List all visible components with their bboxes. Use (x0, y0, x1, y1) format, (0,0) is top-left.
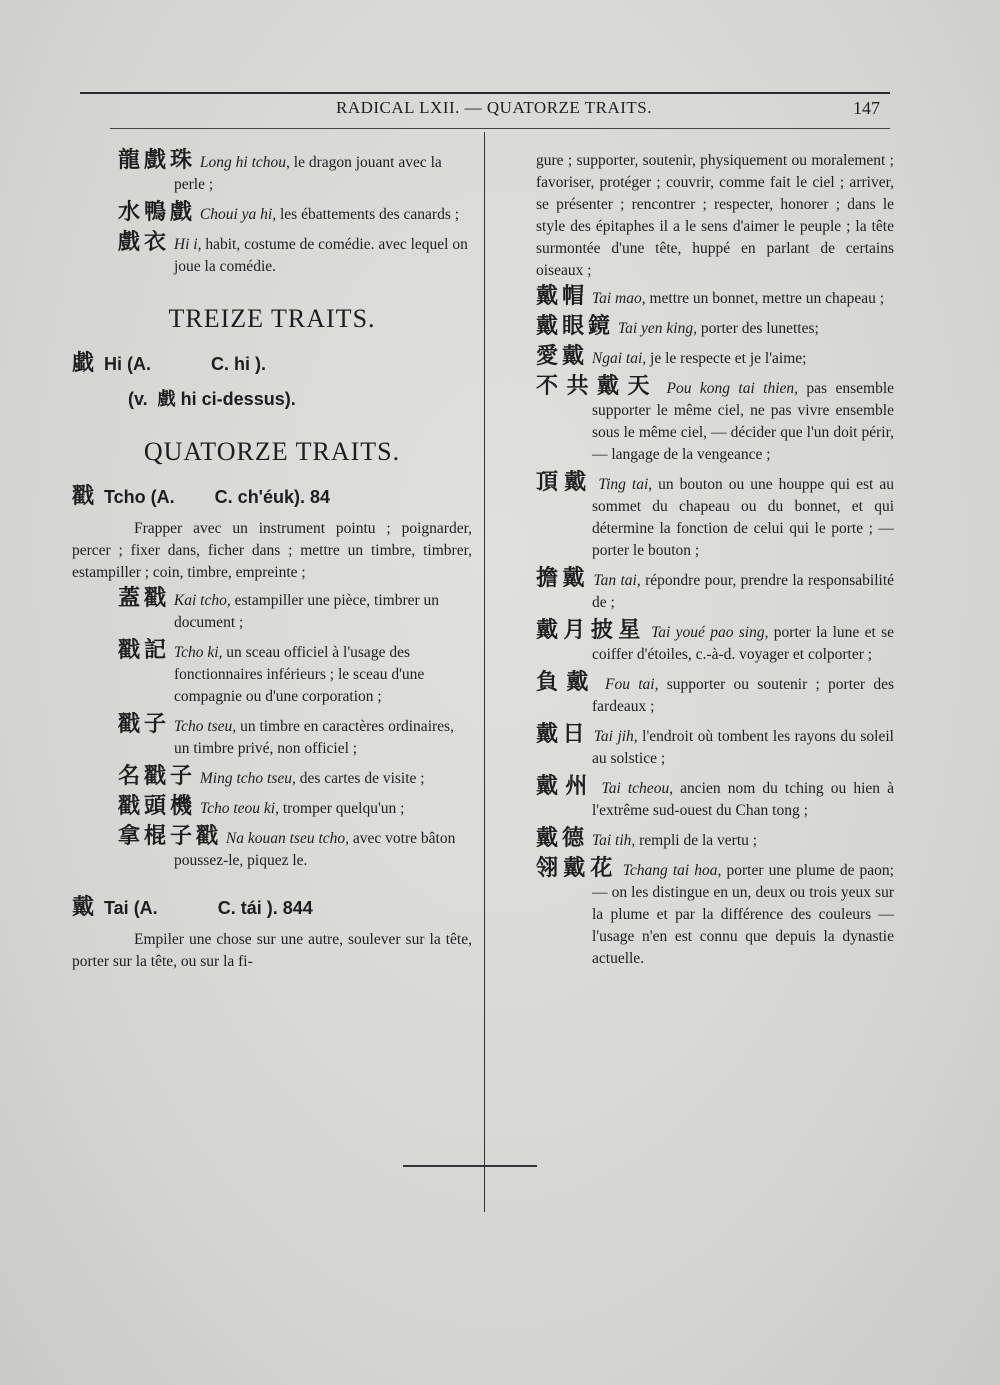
entry-romanization: Tcho tseu, (173, 718, 237, 735)
entry-gloss: supporter ou soutenir ; porter des fardeaux ; (592, 676, 894, 715)
entry-characters: 龍戲珠 (118, 148, 197, 173)
dictionary-entry (536, 472, 894, 562)
dictionary-entry (536, 316, 894, 340)
dictionary-entry (536, 376, 894, 466)
page-number: 147 (853, 98, 880, 118)
entry-romanization: Tai yen king, (617, 320, 697, 337)
definition-paragraph-tai: Empiler une chose sur une autre, soulever sur la tête, porter sur la tête, ou sur la fi- (72, 931, 472, 970)
entry-romanization: Tcho teou ki, (199, 800, 279, 817)
entry-characters: 戴州 (536, 774, 595, 799)
entry-characters: 負戴 (536, 670, 597, 695)
dictionary-entry (536, 620, 894, 666)
entry-romanization: Ngai tai, (591, 350, 647, 367)
dictionary-entry (72, 588, 472, 634)
entries-b (72, 588, 472, 872)
entry-gloss: un sceau officiel à l'usage des fonctionnaires inférieurs ; le sceau d'une compagnie ou d'une corporation ; (174, 644, 425, 705)
entry-characters: 戲衣 (118, 230, 171, 255)
entry-gloss: ancien nom du tching ou hien à l'extrême sud-ouest du Chan tong ; (592, 780, 895, 819)
bottom-rule (403, 1165, 537, 1167)
entries-right (536, 286, 894, 970)
key-text: Tai (A. C. tái ). 844 (104, 898, 313, 918)
entry-romanization: Tai tcheou, (601, 780, 674, 797)
entry-gloss: pas ensemble supporter le même ciel, ne pas vivre ensemble sous le même ciel, — décider que l'un doit périr, — langage de la vengeance ; (592, 380, 895, 463)
dictionary-entry (72, 150, 472, 196)
entry-gloss: des cartes de visite ; (295, 770, 425, 787)
entry-romanization: Tcho ki, (173, 644, 223, 661)
entry-characters: 頂戴 (536, 470, 593, 495)
dictionary-entry (72, 766, 472, 790)
entry-romanization: Kai tcho, (173, 592, 231, 609)
section-heading-13: TREIZE TRAITS. (168, 304, 376, 333)
dictionary-entry (536, 828, 894, 852)
entry-characters: 翎戴花 (536, 856, 618, 881)
key-text: Hi (A. C. hi ). (104, 354, 267, 374)
entry-gloss: habit, costume de comédie. avec lequel on joue la comédie. (174, 236, 468, 275)
entry-characters: 水鴨戲 (118, 200, 197, 225)
dictionary-entry (72, 202, 472, 226)
entry-characters: 擔戴 (536, 566, 590, 591)
entry-romanization: Na kouan tseu tcho, (225, 830, 350, 847)
entry-gloss: les ébattements des canards ; (276, 206, 460, 223)
left-column (72, 150, 472, 977)
key-char: 戳 (72, 484, 95, 509)
dictionary-entry (536, 858, 894, 970)
key-note-13: (v. 戲 hi ci-dessus). (128, 389, 296, 409)
entry-romanization: Ting tai, (598, 476, 653, 493)
dictionary-entry (536, 724, 894, 770)
entry-romanization: Tai tih, (591, 832, 636, 849)
key-entry-13 (72, 346, 472, 377)
entry-romanization: Tchang tai hoa, (622, 862, 722, 879)
dictionary-entry (536, 346, 894, 370)
entry-gloss: tromper quelqu'un ; (278, 800, 405, 817)
entry-romanization: Tai youé pao sing, (651, 624, 769, 641)
entry-gloss: l'endroit où tombent les rayons du soleil au solstice ; (592, 728, 894, 767)
entry-romanization: Tan tai, (593, 572, 641, 589)
entry-characters: 拿棍子戳 (118, 824, 223, 849)
column-divider (484, 132, 485, 1212)
entry-characters: 不共戴天 (536, 374, 659, 399)
dictionary-entry (72, 826, 472, 872)
entry-gloss: répondre pour, prendre la responsabilité de ; (592, 572, 895, 611)
entries-a (72, 150, 472, 278)
entry-characters: 戴日 (536, 722, 590, 747)
entry-gloss: un timbre en caractères ordinaires, un timbre privé, non officiel ; (174, 718, 454, 757)
entry-romanization: Hi i, (173, 236, 202, 253)
entry-gloss: porter des lunettes; (696, 320, 819, 337)
entry-gloss: un bouton ou une houppe qui est au sommet du chapeau ou du bonnet, et qui détermine la fonction de celui qui le porte ; — porter le bouton ; (592, 476, 894, 559)
key-text: Tcho (A. C. ch'éuk). 84 (104, 487, 330, 507)
header-top-rule (80, 92, 890, 94)
running-header: RADICAL LXII. — QUATORZE TRAITS. (336, 98, 653, 117)
definition-paragraph: Frapper avec un instrument pointu ; poignarder, percer ; fixer dans, ficher dans ; mettre un timbre, timbrer, estampiller ; coin, timbre, empreinte ; (72, 520, 472, 581)
dictionary-entry (72, 714, 472, 760)
entry-characters: 戳子 (118, 712, 171, 737)
entry-characters: 戴月披星 (536, 618, 646, 643)
entry-romanization: Fou tai, (605, 676, 659, 693)
entry-gloss: estampiller une pièce, timbrer un document ; (174, 592, 440, 631)
key-char: 戴 (72, 895, 95, 920)
entry-gloss: le dragon jouant avec la perle ; (174, 154, 442, 193)
dictionary-entry (72, 232, 472, 278)
entry-romanization: Tai jih, (593, 728, 638, 745)
entry-characters: 蓋戳 (118, 586, 171, 611)
entry-characters: 戴帽 (536, 284, 589, 309)
key-entry-14 (72, 479, 472, 510)
dictionary-entry (72, 796, 472, 820)
entry-romanization: Long hi tchou, (199, 154, 290, 171)
entry-characters: 戴眼鏡 (536, 314, 615, 339)
dictionary-entry (536, 568, 894, 614)
entry-romanization: Ming tcho tseu, (199, 770, 296, 787)
definition-continuation: gure ; supporter, soutenir, physiquement ou moralement ; favoriser, protéger ; couvrir, comme fait le ciel ; arriver, se présenter ; rencontrer ; respecter, honorer ; dans le style des épitaphes il a le sens d'aimer le peuple ; la tête surmontée d'une tête, huppé en parlant de certains oiseaux ; (536, 152, 894, 279)
entry-characters: 愛戴 (536, 344, 589, 369)
right-column (536, 150, 894, 976)
entry-romanization: Tai mao, (591, 290, 646, 307)
entry-characters: 戴德 (536, 826, 589, 851)
dictionary-entry (72, 640, 472, 708)
entry-gloss: rempli de la vertu ; (635, 832, 758, 849)
dictionary-entry (536, 672, 894, 718)
entry-characters: 名戳子 (118, 764, 197, 789)
entry-characters: 戳記 (118, 638, 171, 663)
key-char: 戱 (72, 351, 95, 376)
entry-characters: 戳頭機 (118, 794, 197, 819)
entry-gloss: avec votre bâton poussez-le, piquez le. (174, 830, 456, 869)
entry-gloss: mettre un bonnet, mettre un chapeau ; (645, 290, 885, 307)
entry-romanization: Pou kong tai thien, (666, 380, 799, 397)
header-bottom-rule (110, 128, 890, 129)
entry-gloss: porter la lune et se coiffer d'étoiles, c.-à-d. voyager et colporter ; (592, 624, 894, 663)
entry-romanization: Choui ya hi, (199, 206, 277, 223)
key-entry-tai (72, 890, 472, 921)
section-heading-14: QUATORZE TRAITS. (143, 437, 401, 466)
dictionary-entry (536, 776, 894, 822)
entry-gloss: porter une plume de paon; — on les distingue en un, deux ou trois yeux sur la plume et par la différence des couleurs — l'usage n'en est connu que depuis la dynastie actuelle. (592, 862, 894, 967)
entry-gloss: je le respecte et je l'aime; (646, 350, 807, 367)
dictionary-entry (536, 286, 894, 310)
